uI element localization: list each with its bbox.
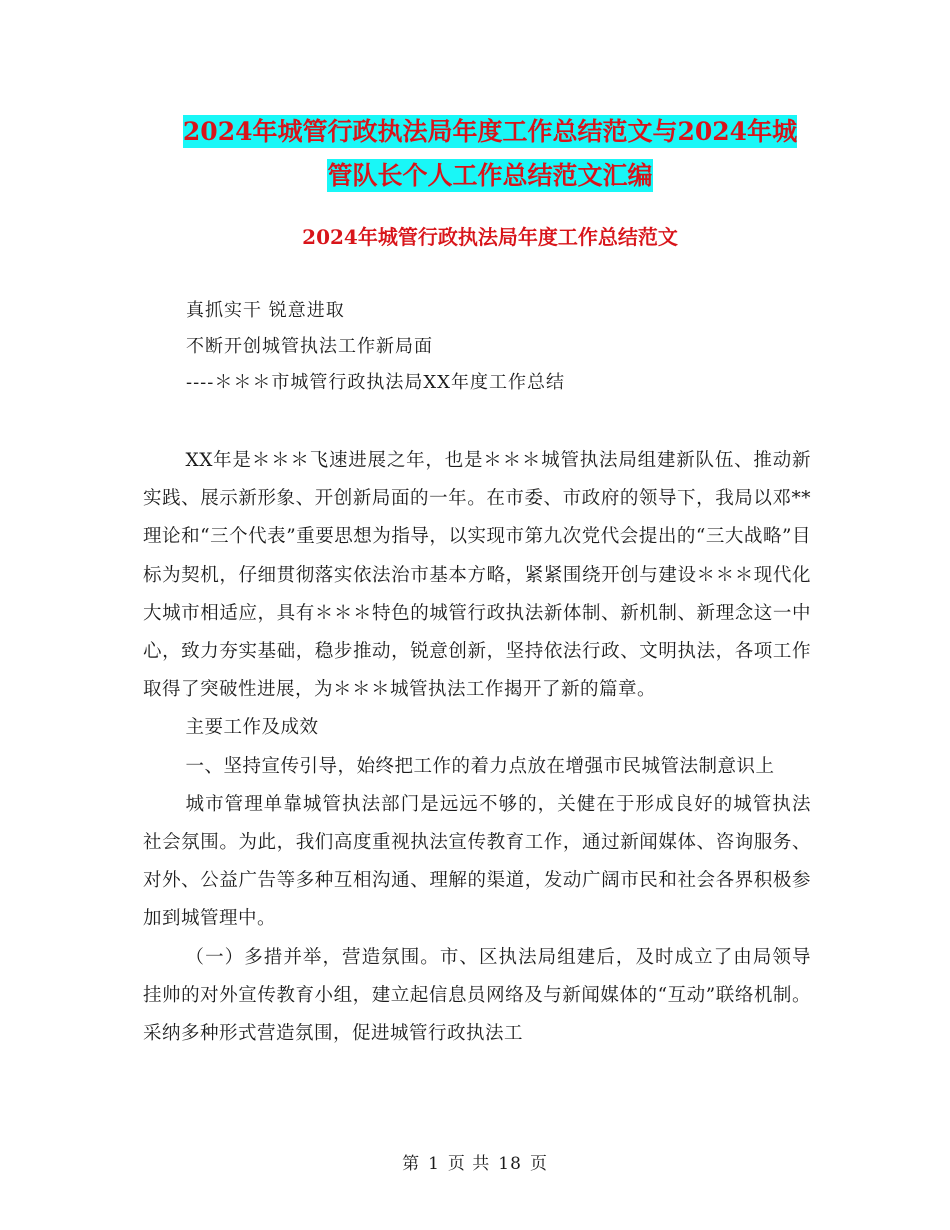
intro-line: ----＊＊＊市城管行政执法局XX年度工作总结 [186, 372, 565, 393]
body-heading: 一、坚持宣传引导，始终把工作的着力点放在增强市民城管法制意识上 [185, 755, 775, 777]
footer-suffix: 页 [529, 1154, 548, 1174]
document-title [140, 110, 840, 198]
intro-line: 不断开创城管执法工作新局面 [186, 336, 433, 357]
page-footer [0, 1152, 950, 1176]
title-line-2: 管队长个人工作总结范文汇编 [327, 161, 653, 190]
page-number: 1 [428, 1154, 440, 1174]
intro-block [186, 293, 826, 401]
document-body [143, 442, 811, 1053]
section-title: 2024年城管行政执法局年度工作总结范文 [302, 225, 678, 249]
body-paragraph: XX年是＊＊＊飞速进展之年，也是＊＊＊城管执法局组建新队伍、推动新实践、展示新形象、开创新局面的一年。在市委、市政府的领导下，我局以邓**理论和“三个代表”重要思想为指导，以实现市第九次党代会提出的“三大战略”目标为契机，仔细贯彻落实依法治市基本方略，紧紧围绕开创与建设＊＊＊现代化大城市相适应，具有＊＊＊特色的城管行政执法新体制、新机制、新理念这一中心，致力夯实基础，稳步推动，锐意创新，坚持依法行政、文明执法，各项工作取得了突破性进展，为＊＊＊城管执法工作揭开了新的篇章。 [143, 450, 811, 701]
title-line-1: 2024年城管行政执法局年度工作总结范文与2024年城 [182, 117, 798, 146]
footer-middle: 页 共 [447, 1154, 491, 1174]
body-paragraph: （一）多措并举，营造氛围。市、区执法局组建后，及时成立了由局领导挂帅的对外宣传教育小组，建立起信息员网络及与新闻媒体的“互动”联络机制。采纳多种形式营造氛围，促进城管行政执法工 [143, 946, 811, 1045]
total-pages: 18 [498, 1154, 522, 1174]
intro-line: 真抓实干 锐意进取 [186, 300, 345, 321]
footer-prefix: 第 [402, 1154, 421, 1174]
body-heading: 主要工作及成效 [185, 717, 319, 739]
body-paragraph: 城市管理单靠城管执法部门是远远不够的，关健在于形成良好的城管执法社会氛围。为此，我们高度重视执法宣传教育工作，通过新闻媒体、咨询服务、对外、公益广告等多种互相沟通、理解的渠道，发动广阔市民和社会各界积极参加到城管理中。 [143, 793, 811, 930]
